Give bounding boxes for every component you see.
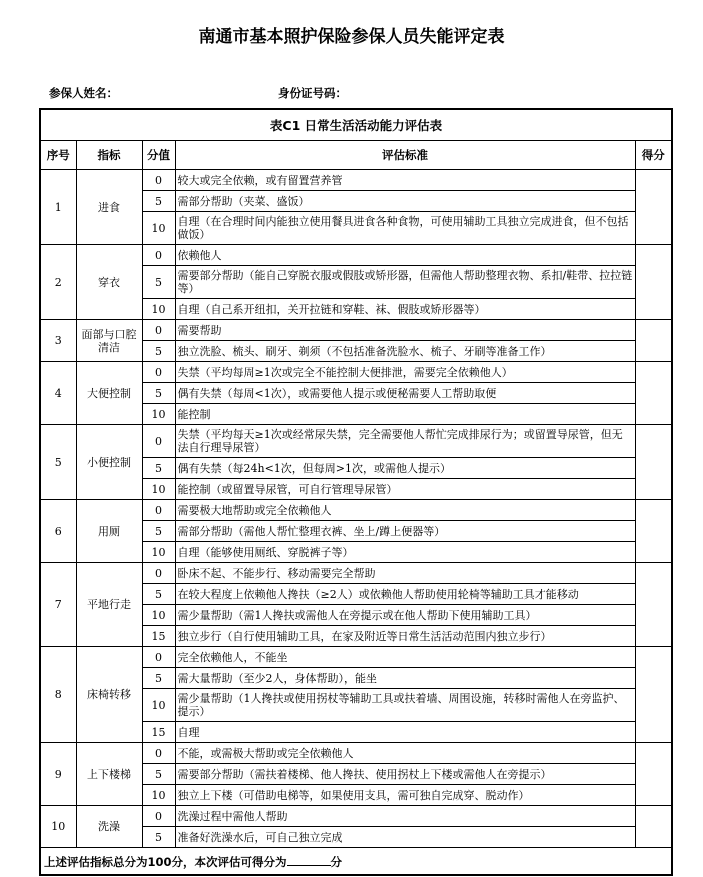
level-criteria: 独立上下楼（可借助电梯等，如果使用支具，需可独自完成穿、脱动作） bbox=[175, 785, 635, 806]
item-indicator: 上下楼梯 bbox=[76, 743, 142, 806]
level-criteria: 能控制 bbox=[175, 404, 635, 425]
level-score: 0 bbox=[142, 170, 175, 191]
points-cell[interactable] bbox=[635, 563, 672, 647]
level-criteria: 自理（在合理时间内能独立使用餐具进食各种食物，可使用辅助工具独立完成进食，但不包括做饭） bbox=[175, 212, 635, 245]
level-criteria: 失禁（平均每周≥1次或完全不能控制大便排泄，需要完全依赖他人） bbox=[175, 362, 635, 383]
level-score: 5 bbox=[142, 764, 175, 785]
level-score: 10 bbox=[142, 404, 175, 425]
level-criteria: 需大量帮助（至少2人，身体帮助），能坐 bbox=[175, 668, 635, 689]
level-criteria: 需少量帮助（1人搀扶或使用拐杖等辅助工具或扶着墙、周围设施，转移时需他人在旁监护、提示） bbox=[175, 689, 635, 722]
level-score: 10 bbox=[142, 299, 175, 320]
level-criteria: 卧床不起、不能步行、移动需要完全帮助 bbox=[175, 563, 635, 584]
item-indicator: 用厕 bbox=[76, 500, 142, 563]
table-body bbox=[40, 170, 672, 848]
level-score: 5 bbox=[142, 383, 175, 404]
level-criteria: 较大或完全依赖，或有留置营养管 bbox=[175, 170, 635, 191]
table-row bbox=[40, 743, 672, 764]
level-score: 15 bbox=[142, 722, 175, 743]
level-criteria: 洗澡过程中需他人帮助 bbox=[175, 806, 635, 827]
column-header-score: 分值 bbox=[142, 141, 175, 170]
points-cell[interactable] bbox=[635, 320, 672, 362]
item-indicator: 洗澡 bbox=[76, 806, 142, 848]
level-score: 5 bbox=[142, 341, 175, 362]
item-indicator: 床椅转移 bbox=[76, 647, 142, 743]
level-criteria: 自理（能够使用厕纸、穿脱裤子等） bbox=[175, 542, 635, 563]
item-indicator: 进食 bbox=[76, 170, 142, 245]
table-row bbox=[40, 806, 672, 827]
item-indicator: 面部与口腔清洁 bbox=[76, 320, 142, 362]
level-score: 10 bbox=[142, 785, 175, 806]
level-criteria: 依赖他人 bbox=[175, 245, 635, 266]
points-cell[interactable] bbox=[635, 743, 672, 806]
level-criteria: 失禁（平均每天≥1次或经常尿失禁，完全需要他人帮忙完成排尿行为；或留置导尿管，但无法自行理导尿管） bbox=[175, 425, 635, 458]
level-score: 5 bbox=[142, 458, 175, 479]
level-score: 10 bbox=[142, 605, 175, 626]
level-score: 10 bbox=[142, 542, 175, 563]
id-number-label: 身份证号码： bbox=[278, 86, 347, 100]
table-row bbox=[40, 362, 672, 383]
points-cell[interactable] bbox=[635, 647, 672, 743]
level-criteria: 在较大程度上依赖他人搀扶（≥2人）或依赖他人帮助使用轮椅等辅助工具才能移动 bbox=[175, 584, 635, 605]
item-indicator: 大便控制 bbox=[76, 362, 142, 425]
level-criteria: 自理 bbox=[175, 722, 635, 743]
level-criteria: 完全依赖他人，不能坐 bbox=[175, 647, 635, 668]
level-score: 5 bbox=[142, 584, 175, 605]
level-criteria: 需要部分帮助（能自己穿脱衣服或假肢或矫形器，但需他人帮助整理衣物、系扣/鞋带、拉拉链等） bbox=[175, 266, 635, 299]
table-caption: 表C1 日常生活活动能力评估表 bbox=[40, 109, 672, 141]
item-index: 1 bbox=[40, 170, 76, 245]
item-index: 3 bbox=[40, 320, 76, 362]
points-cell[interactable] bbox=[635, 362, 672, 425]
item-index: 5 bbox=[40, 425, 76, 500]
level-score: 5 bbox=[142, 521, 175, 542]
points-cell[interactable] bbox=[635, 245, 672, 320]
table-row bbox=[40, 425, 672, 458]
level-criteria: 需部分帮助（夹菜、盛饭） bbox=[175, 191, 635, 212]
total-score-prefix: 上述评估指标总分为100分，本次评估可得分为 bbox=[44, 854, 287, 869]
level-criteria: 独立洗脸、梳头、刷牙、剃须（不包括准备洗脸水、梳子、牙刷等准备工作） bbox=[175, 341, 635, 362]
level-score: 0 bbox=[142, 320, 175, 341]
level-score: 0 bbox=[142, 362, 175, 383]
level-score: 0 bbox=[142, 245, 175, 266]
table-row bbox=[40, 500, 672, 521]
item-index: 10 bbox=[40, 806, 76, 848]
table-row bbox=[40, 320, 672, 341]
column-header-criteria: 评估标准 bbox=[175, 141, 635, 170]
level-score: 0 bbox=[142, 563, 175, 584]
level-score: 10 bbox=[142, 479, 175, 500]
item-index: 2 bbox=[40, 245, 76, 320]
points-cell[interactable] bbox=[635, 425, 672, 500]
item-index: 4 bbox=[40, 362, 76, 425]
level-criteria: 偶有失禁（每周<1次），或需要他人提示或便秘需要人工帮助取便 bbox=[175, 383, 635, 404]
level-criteria: 能控制（或留置导尿管，可自行管理导尿管） bbox=[175, 479, 635, 500]
insured-name-label: 参保人姓名： bbox=[49, 86, 118, 100]
level-score: 5 bbox=[142, 191, 175, 212]
level-score: 0 bbox=[142, 500, 175, 521]
assessment-table bbox=[39, 108, 673, 876]
level-criteria: 不能，或需极大帮助或完全依赖他人 bbox=[175, 743, 635, 764]
level-score: 10 bbox=[142, 689, 175, 722]
points-cell[interactable] bbox=[635, 500, 672, 563]
total-score-suffix: 分 bbox=[330, 854, 343, 869]
level-score: 5 bbox=[142, 266, 175, 299]
level-score: 5 bbox=[142, 668, 175, 689]
level-score: 10 bbox=[142, 212, 175, 245]
total-score-note bbox=[40, 848, 672, 876]
level-criteria: 需要帮助 bbox=[175, 320, 635, 341]
score-blank[interactable] bbox=[287, 854, 331, 866]
table-row bbox=[40, 647, 672, 668]
column-header-indicator: 指标 bbox=[76, 141, 142, 170]
column-header-points: 得分 bbox=[635, 141, 672, 170]
item-indicator: 平地行走 bbox=[76, 563, 142, 647]
item-index: 7 bbox=[40, 563, 76, 647]
level-criteria: 需要部分帮助（需扶着楼梯、他人搀扶、使用拐杖上下楼或需他人在旁提示） bbox=[175, 764, 635, 785]
level-criteria: 独立步行（自行使用辅助工具，在家及附近等日常生活活动范围内独立步行） bbox=[175, 626, 635, 647]
level-criteria: 偶有失禁（每24h<1次，但每周>1次，或需他人提示） bbox=[175, 458, 635, 479]
item-index: 8 bbox=[40, 647, 76, 743]
item-indicator: 穿衣 bbox=[76, 245, 142, 320]
level-score: 15 bbox=[142, 626, 175, 647]
item-index: 9 bbox=[40, 743, 76, 806]
table-row bbox=[40, 563, 672, 584]
table-row bbox=[40, 245, 672, 266]
column-header-index: 序号 bbox=[40, 141, 76, 170]
table-row bbox=[40, 170, 672, 191]
item-indicator: 小便控制 bbox=[76, 425, 142, 500]
points-cell[interactable] bbox=[635, 170, 672, 245]
level-score: 0 bbox=[142, 425, 175, 458]
level-criteria: 需少量帮助（需1人搀扶或需他人在旁提示或在他人帮助下使用辅助工具） bbox=[175, 605, 635, 626]
level-criteria: 自理（自己系开纽扣，关开拉链和穿鞋、袜、假肢或矫形器等） bbox=[175, 299, 635, 320]
page-title: 南通市基本照护保险参保人员失能评定表 bbox=[198, 27, 505, 47]
level-score: 5 bbox=[142, 827, 175, 848]
level-score: 0 bbox=[142, 743, 175, 764]
item-index: 6 bbox=[40, 500, 76, 563]
level-criteria: 需要极大地帮助或完全依赖他人 bbox=[175, 500, 635, 521]
level-score: 0 bbox=[142, 647, 175, 668]
level-score: 0 bbox=[142, 806, 175, 827]
level-criteria: 准备好洗澡水后，可自己独立完成 bbox=[175, 827, 635, 848]
level-criteria: 需部分帮助（需他人帮忙整理衣裤、坐上/蹲上便器等） bbox=[175, 521, 635, 542]
points-cell[interactable] bbox=[635, 806, 672, 848]
